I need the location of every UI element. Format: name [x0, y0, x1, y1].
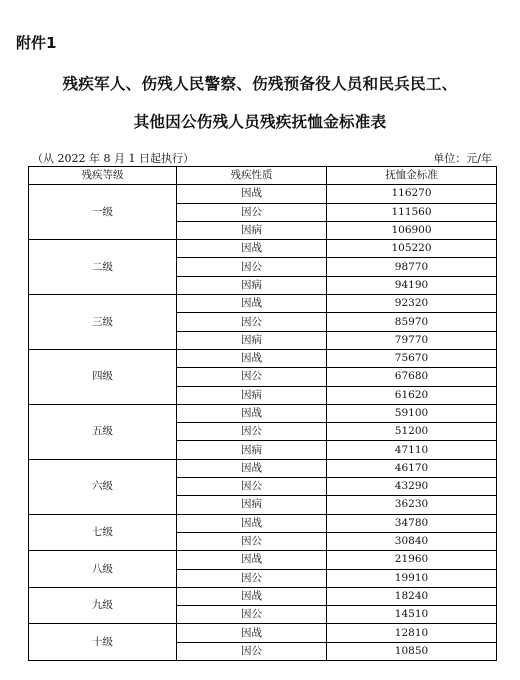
grade-cell: 五级: [29, 404, 177, 459]
table-row: [29, 551, 497, 569]
amount-cell: 105220: [327, 240, 497, 258]
grade-cell: 八级: [29, 551, 177, 588]
nature-cell: 因公: [177, 368, 327, 386]
header-pension-standard: 抚恤金标准: [327, 167, 497, 185]
amount-cell: 111560: [327, 203, 497, 221]
nature-cell: 因战: [177, 459, 327, 477]
nature-cell: 因病: [177, 386, 327, 404]
amount-cell: 21960: [327, 551, 497, 569]
table-row: [29, 349, 497, 367]
amount-cell: 12810: [327, 624, 497, 642]
grade-cell: 二级: [29, 240, 177, 295]
amount-cell: 34780: [327, 514, 497, 532]
grade-cell: 六级: [29, 459, 177, 514]
amount-cell: 30840: [327, 532, 497, 550]
attachment-label: 附件1: [16, 34, 57, 52]
nature-cell: 因公: [177, 423, 327, 441]
grade-cell: 一级: [29, 185, 177, 240]
amount-cell: 75670: [327, 349, 497, 367]
amount-cell: 36230: [327, 496, 497, 514]
document-title-line-2: 其他因公伤残人员残疾抚恤金标准表: [133, 113, 387, 131]
nature-cell: 因公: [177, 203, 327, 221]
amount-cell: 67680: [327, 368, 497, 386]
table-row: [29, 587, 497, 605]
amount-cell: 85970: [327, 313, 497, 331]
document-title-line-1: 残疾军人、伤残人民警察、伤残预备役人员和民兵民工、: [62, 75, 458, 93]
table-row: [29, 295, 497, 313]
grade-cell: 十级: [29, 624, 177, 661]
nature-cell: 因战: [177, 349, 327, 367]
amount-cell: 79770: [327, 331, 497, 349]
amount-cell: 106900: [327, 221, 497, 239]
grade-cell: 三级: [29, 295, 177, 350]
grade-cell: 四级: [29, 349, 177, 404]
amount-cell: 116270: [327, 185, 497, 203]
grade-cell: 七级: [29, 514, 177, 551]
nature-cell: 因战: [177, 624, 327, 642]
nature-cell: 因病: [177, 496, 327, 514]
grade-cell: 九级: [29, 587, 177, 624]
nature-cell: 因病: [177, 276, 327, 294]
amount-cell: 46170: [327, 459, 497, 477]
nature-cell: 因公: [177, 478, 327, 496]
table-row: [29, 240, 497, 258]
amount-cell: 98770: [327, 258, 497, 276]
amount-cell: 10850: [327, 642, 497, 660]
unit-note: 单位：元/年: [433, 152, 492, 165]
nature-cell: 因战: [177, 587, 327, 605]
nature-cell: 因公: [177, 258, 327, 276]
nature-cell: 因战: [177, 240, 327, 258]
table-row: [29, 459, 497, 477]
nature-cell: 因公: [177, 532, 327, 550]
amount-cell: 14510: [327, 606, 497, 624]
nature-cell: 因战: [177, 514, 327, 532]
amount-cell: 43290: [327, 478, 497, 496]
table-row: [29, 624, 497, 642]
effective-date-note: （从 2022 年 8 月 1 日起执行）: [32, 152, 194, 165]
nature-cell: 因病: [177, 221, 327, 239]
nature-cell: 因战: [177, 551, 327, 569]
table-header-row: [29, 167, 497, 185]
amount-cell: 18240: [327, 587, 497, 605]
pension-standard-table: [28, 166, 497, 661]
header-disability-nature: 残疾性质: [177, 167, 327, 185]
table-row: [29, 185, 497, 203]
amount-cell: 61620: [327, 386, 497, 404]
amount-cell: 47110: [327, 441, 497, 459]
header-disability-grade: 残疾等级: [29, 167, 177, 185]
nature-cell: 因公: [177, 313, 327, 331]
table-row: [29, 514, 497, 532]
nature-cell: 因病: [177, 331, 327, 349]
amount-cell: 59100: [327, 404, 497, 422]
amount-cell: 94190: [327, 276, 497, 294]
amount-cell: 92320: [327, 295, 497, 313]
amount-cell: 51200: [327, 423, 497, 441]
nature-cell: 因战: [177, 295, 327, 313]
nature-cell: 因公: [177, 642, 327, 660]
nature-cell: 因公: [177, 569, 327, 587]
nature-cell: 因病: [177, 441, 327, 459]
nature-cell: 因战: [177, 404, 327, 422]
table-row: [29, 404, 497, 422]
nature-cell: 因公: [177, 606, 327, 624]
amount-cell: 19910: [327, 569, 497, 587]
nature-cell: 因战: [177, 185, 327, 203]
